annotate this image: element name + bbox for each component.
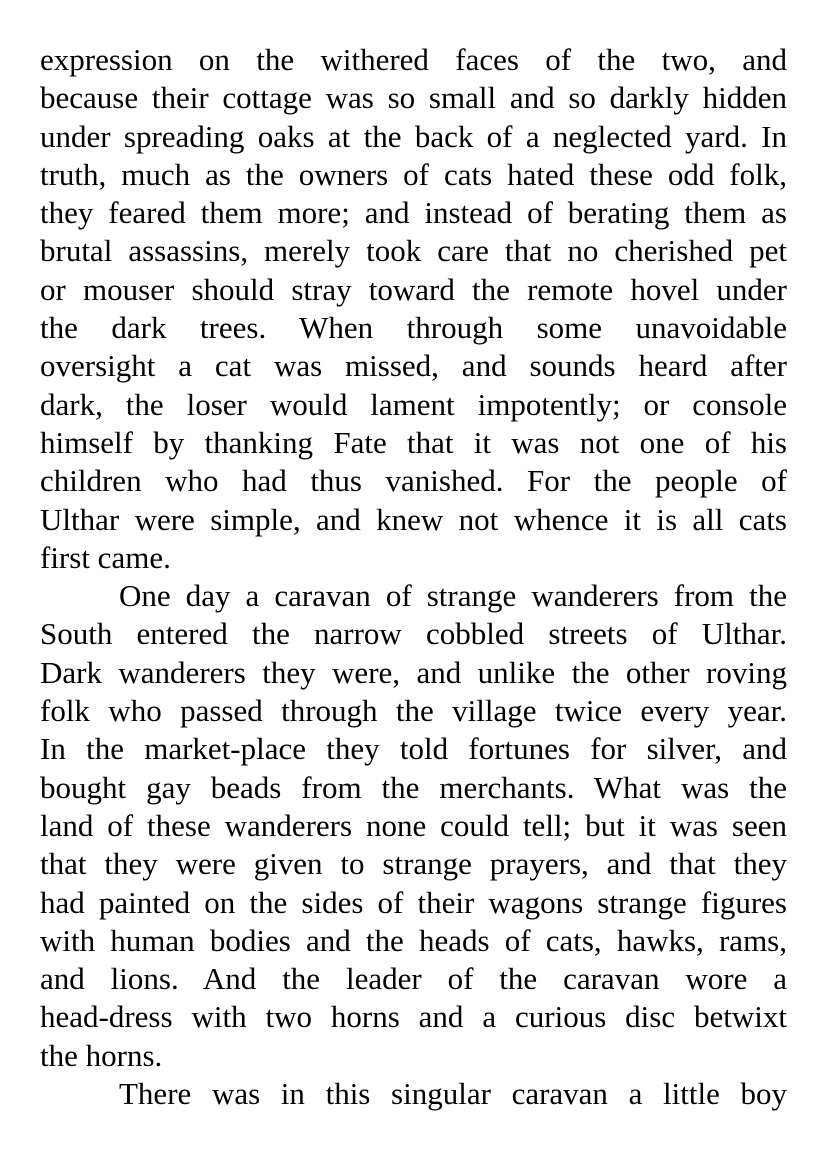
text-line: himself by thanking Fate that it was not one of his: [40, 424, 787, 460]
text-line: folk who passed through the village twice every year.: [40, 693, 787, 729]
text-line: Dark wanderers they were, and unlike the other roving: [40, 654, 787, 690]
text-line: Ulthar were simple, and knew not whence it is all cats: [40, 501, 787, 537]
text-line: bought gay beads from the merchants. What was the: [40, 769, 787, 805]
paragraph-end-line: first came.: [40, 539, 171, 575]
text-line: oversight a cat was missed, and sounds heard after: [40, 348, 787, 384]
paragraph-start-line: There was in this singular caravan a little boy: [119, 1076, 787, 1112]
text-line: or mouser should stray toward the remote hovel under: [40, 271, 787, 307]
text-line: South entered the narrow cobbled streets of Ulthar.: [40, 616, 787, 652]
text-line: In the market-place they told fortunes for silver, and: [40, 731, 787, 767]
text-line: because their cottage was so small and so darkly hidden: [40, 80, 787, 116]
text-line: truth, much as the owners of cats hated these odd folk,: [40, 156, 787, 192]
text-line: under spreading oaks at the back of a neglected yard. In: [40, 118, 787, 154]
text-line: and lions. And the leader of the caravan wore a: [40, 961, 787, 997]
paragraph-end-line: the horns.: [40, 1037, 163, 1073]
text-line: had painted on the sides of their wagons strange figures: [40, 884, 787, 920]
text-line: the dark trees. When through some unavoidable: [40, 310, 787, 346]
text-line: land of these wanderers none could tell; but it was seen: [40, 807, 787, 843]
text-line: brutal assassins, merely took care that no cherished pet: [40, 233, 787, 269]
text-line: that they were given to strange prayers, and that they: [40, 846, 787, 882]
text-line: dark, the loser would lament impotently; or console: [40, 386, 787, 422]
paragraph-start-line: One day a caravan of strange wanderers from the: [119, 578, 787, 614]
text-line: with human bodies and the heads of cats, hawks, rams,: [40, 922, 787, 958]
page-text: [40, 41, 787, 1113]
text-line: expression on the withered faces of the two, and: [40, 42, 787, 77]
text-line: head-dress with two horns and a curious disc betwixt: [40, 999, 787, 1035]
text-line: they feared them more; and instead of berating them as: [40, 195, 787, 231]
text-line: children who had thus vanished. For the people of: [40, 463, 787, 499]
